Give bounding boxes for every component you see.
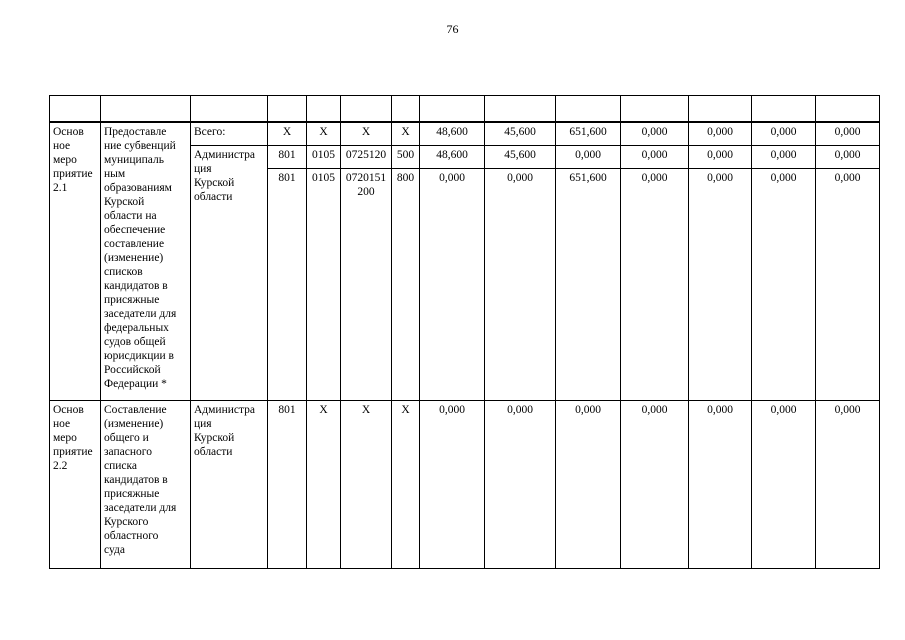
- value-cell: 651,600: [556, 122, 621, 146]
- rzpr-cell: Х: [307, 122, 341, 146]
- executor: Администра ция Курской области: [191, 401, 268, 569]
- header-cell: [307, 96, 341, 123]
- header-cell: [101, 96, 191, 123]
- header-cell: [621, 96, 689, 123]
- rzpr-cell: 0105: [307, 169, 341, 401]
- csr-cell: 0725120: [341, 146, 392, 169]
- value-cell: 0,000: [752, 122, 816, 146]
- header-cell: [485, 96, 556, 123]
- grbs-cell: 801: [268, 169, 307, 401]
- value-cell: 48,600: [420, 122, 485, 146]
- value-cell: 0,000: [816, 169, 880, 401]
- header-cell: [268, 96, 307, 123]
- grbs-cell: Х: [268, 122, 307, 146]
- measure-name: Предоставле ние субвенций муниципаль ным образованиям Курской области на обеспечение составление (изменение) списков кандидатов в присяжные заседатели для федеральных судов общей юрисдикции в Российской Федерации *: [101, 122, 191, 401]
- header-cell: [392, 96, 420, 123]
- table-row: [50, 122, 880, 146]
- vr-cell: Х: [392, 122, 420, 146]
- grbs-cell: 801: [268, 401, 307, 569]
- value-cell: 0,000: [621, 401, 689, 569]
- header-cell: [689, 96, 752, 123]
- budget-table: [49, 95, 880, 569]
- measure-code: Основ ное меро приятие 2.2: [50, 401, 101, 569]
- header-cell: [752, 96, 816, 123]
- csr-cell: 0720151 200: [341, 169, 392, 401]
- value-cell: 0,000: [752, 401, 816, 569]
- header-cell: [556, 96, 621, 123]
- value-cell: 0,000: [752, 169, 816, 401]
- header-cell: [191, 96, 268, 123]
- value-cell: 0,000: [816, 146, 880, 169]
- value-cell: 0,000: [816, 122, 880, 146]
- value-cell: 45,600: [485, 146, 556, 169]
- vr-cell: 500: [392, 146, 420, 169]
- header-cell: [50, 96, 101, 123]
- value-cell: 0,000: [689, 122, 752, 146]
- total-label: Всего:: [191, 122, 268, 146]
- value-cell: 0,000: [621, 122, 689, 146]
- value-cell: 0,000: [485, 401, 556, 569]
- value-cell: 0,000: [556, 401, 621, 569]
- measure-name: Составление (изменение) общего и запасного списка кандидатов в присяжные заседатели для Курского областного суда: [101, 401, 191, 569]
- measure-code: Основ ное меро приятие 2.1: [50, 122, 101, 401]
- executor: Администра ция Курской области: [191, 146, 268, 401]
- value-cell: 0,000: [621, 146, 689, 169]
- value-cell: 0,000: [816, 401, 880, 569]
- header-cell: [420, 96, 485, 123]
- value-cell: 0,000: [556, 146, 621, 169]
- vr-cell: Х: [392, 401, 420, 569]
- value-cell: 0,000: [420, 169, 485, 401]
- value-cell: 0,000: [689, 401, 752, 569]
- value-cell: 0,000: [689, 146, 752, 169]
- value-cell: 0,000: [689, 169, 752, 401]
- rzpr-cell: 0105: [307, 146, 341, 169]
- csr-cell: Х: [341, 401, 392, 569]
- rzpr-cell: Х: [307, 401, 341, 569]
- value-cell: 0,000: [752, 146, 816, 169]
- value-cell: 0,000: [621, 169, 689, 401]
- grbs-cell: 801: [268, 146, 307, 169]
- page-number: 76: [446, 22, 459, 36]
- header-cell: [341, 96, 392, 123]
- csr-cell: Х: [341, 122, 392, 146]
- value-cell: 0,000: [485, 169, 556, 401]
- vr-cell: 800: [392, 169, 420, 401]
- value-cell: 45,600: [485, 122, 556, 146]
- table-header-row: [50, 96, 880, 123]
- value-cell: 651,600: [556, 169, 621, 401]
- table-row: [50, 401, 880, 569]
- value-cell: 0,000: [420, 401, 485, 569]
- value-cell: 48,600: [420, 146, 485, 169]
- header-cell: [816, 96, 880, 123]
